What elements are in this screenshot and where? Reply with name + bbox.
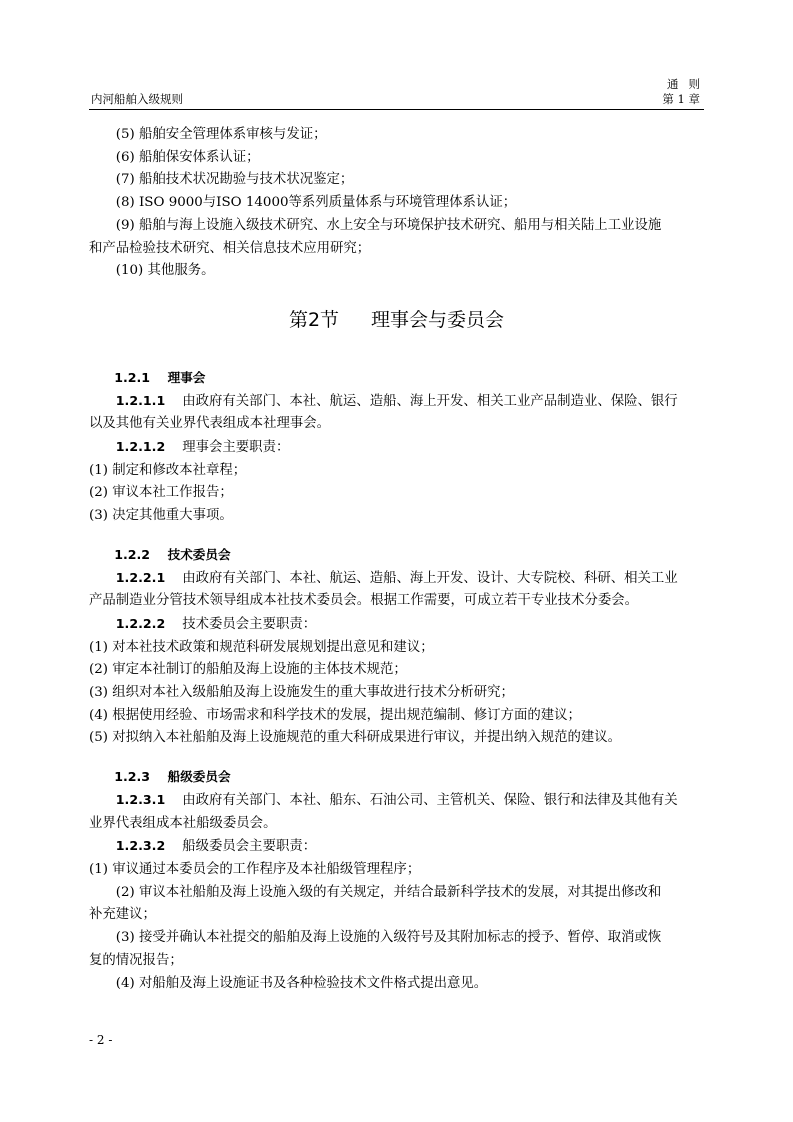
clause-continuation: 业界代表组成本社船级委员会。 [89,815,277,831]
list-item: (2) 审议本社船舶及海上设施入级的有关规定，并结合最新科学技术的发展，对其提出修改和 [115,884,662,900]
list-item: (3) 组织对本社入级船舶及海上设施发生的重大事故进行技术分析研究； [89,685,514,701]
subsection-heading: 1.2.2 技术委员会 [114,546,231,562]
clause: 1.2.2.2 技术委员会主要职责： [115,615,317,632]
clause: 1.2.2.1 由政府有关部门、本社、航运、造船、海上开发、设计、大专院校、科研、相关工业 [115,569,678,586]
list-item: (4) 根据使用经验、市场需求和科学技术的发展，提出规范编制、修订方面的建议； [89,707,581,723]
list-item: (6) 船舶保安体系认证； [115,149,260,165]
list-item: (3) 接受并确认本社提交的船舶及海上设施的入级符号及其附加标志的授予、暂停、取消或恢 [115,930,662,946]
clause: 1.2.1.2 理事会主要职责： [115,439,290,456]
list-item: (8) ISO 9000与ISO 14000等系列质量体系与环境管理体系认证； [115,195,517,211]
clause: 1.2.3.1 由政府有关部门、本社、船东、石油公司、主管机关、保险、银行和法律及其他有关 [115,791,678,808]
clause-number: 1.2.2.2 [115,615,166,631]
clause-number: 1.2.1.1 [115,392,166,408]
clause-number: 1.2.1.2 [115,439,166,455]
clause-continuation: 产品制造业分管技术领导组成本社技术委员会。根据工作需要，可成立若干专业技术分委会。 [89,593,639,609]
clause-number: 1.2.3.2 [115,838,166,854]
section-name: 理事会与委员会 [371,308,505,331]
list-item: (10) 其他服务。 [115,263,215,279]
section-title [89,307,704,333]
subsection-heading: 1.2.3 船级委员会 [114,769,231,785]
list-item: (3) 决定其他重大事项。 [89,508,233,524]
clause: 1.2.1.1 由政府有关部门、本社、航运、造船、海上开发、相关工业产品制造业、保险、银行 [115,392,678,409]
clause: 1.2.3.2 船级委员会主要职责： [115,838,317,855]
list-item: (2) 审议本社工作报告； [89,485,233,501]
clause-continuation: 以及其他有关业界代表组成本社理事会。 [89,416,331,432]
running-header-chapter-title: 通则 [667,77,710,91]
list-item-continuation: 补充建议； [89,907,156,923]
list-item: (9) 船舶与海上设施入级技术研究、水上安全与环境保护技术研究、船用与相关陆上工业设施 [115,217,662,233]
running-header-chapter-number: 第 1 章 [662,92,700,106]
page-number: - 2 - [89,1033,113,1047]
list-item-continuation: 复的情况报告； [89,952,183,968]
list-item: (7) 船舶技术状况勘验与技术状况鉴定； [115,172,354,188]
clause-number: 1.2.3.1 [115,791,166,807]
section-number: 第2节 [288,308,340,331]
list-item: (4) 对船舶及海上设施证书及各种检验技术文件格式提出意见。 [115,975,488,991]
list-item: (1) 对本社技术政策和规范科研发展规划提出意见和建议； [89,639,434,655]
list-item: (2) 审定本社制订的船舶及海上设施的主体技术规范； [89,662,407,678]
running-header-left: 内河船舶入级规则 [91,92,183,106]
list-item-continuation: 和产品检验技术研究、相关信息技术应用研究； [89,240,371,256]
clause-number: 1.2.2.1 [115,569,166,585]
page-body [89,124,704,995]
list-item: (5) 对拟纳入本社船舶及海上设施规范的重大科研成果进行审议，并提出纳入规范的建议。 [89,730,622,746]
list-item: (1) 审议通过本委员会的工作程序及本社船级管理程序； [89,861,421,877]
list-item: (5) 船舶安全管理体系审核与发证； [115,127,327,142]
list-item: (1) 制定和修改本社章程； [89,462,247,478]
header-rule [89,109,704,110]
subsection-heading: 1.2.1 理事会 [114,369,206,385]
